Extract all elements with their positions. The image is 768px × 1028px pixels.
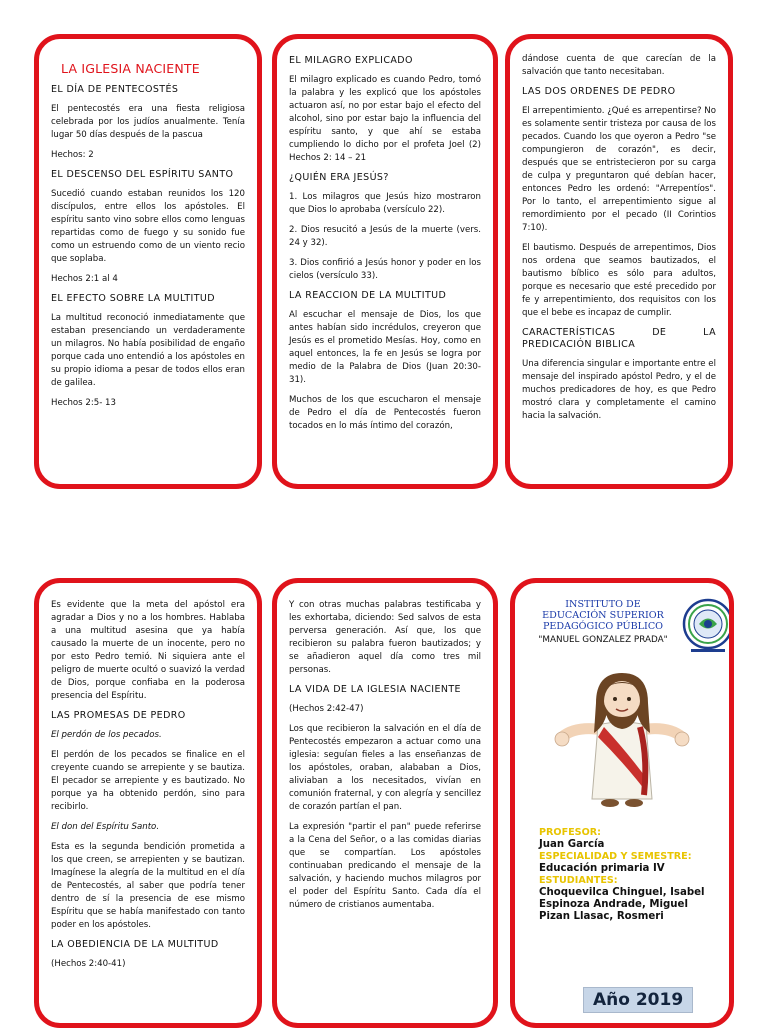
paragraph: Y con otras muchas palabras testificaba y les exhortaba, diciendo: Sed salvos de esta perversa generación. Así que, los que recibieron su palabra fueron bautizados; y se añadieron aquel día como tres mil personas. <box>289 600 481 675</box>
heading-word: CARACTERÍSTICAS <box>522 327 616 338</box>
profesor-label: PROFESOR: <box>539 827 601 838</box>
heading-efecto: EL EFECTO SOBRE LA MULTITUD <box>51 293 216 304</box>
jesus-illustration <box>525 667 719 817</box>
heading-dos-ordenes: LAS DOS ORDENES DE PEDRO <box>522 86 676 97</box>
paragraph: El bautismo. Después de arrepentimos, Dios nos ordena que seamos bautizados, el bautismo bíblico es sólo para adultos, porque es necesario que esté precedido por fe y arrepentimiento, dos requisitos con los que el bebe es incapaz de cumplir. <box>522 243 716 318</box>
paragraph: El pentecostés era una fiesta religiosa celebrada por los judíos anualmente. Tenía lugar 50 días después de la pascua <box>51 104 245 140</box>
institute-subtitle: "MANUEL GONZALEZ PRADA" <box>538 635 668 645</box>
paragraph: Al escuchar el mensaje de Dios, los que antes habían sido incrédulos, creyeron que Jesús es el prometido Mesías. Hoy, como en aquel entonces, la fe en Jesús se logra por medio de la Palabra de Dios (Juan 20:30-31). <box>289 310 481 385</box>
cover-details <box>539 827 719 923</box>
estudiantes-label: ESTUDIANTES: <box>539 875 618 886</box>
especialidad-value: Educación primaria IV <box>539 863 665 874</box>
heading-promesas: LAS PROMESAS DE PEDRO <box>51 710 186 721</box>
reference: Hechos 2:1 al 4 <box>51 274 118 284</box>
reference: (Hechos 2:40-41) <box>51 959 126 969</box>
panel-iglesia-naciente <box>34 34 262 489</box>
reference: (Hechos 2:42-47) <box>289 704 364 714</box>
panel-ordenes-de-pedro <box>505 34 733 489</box>
paragraph: Los que recibieron la salvación en el día de Pentecostés empezaron a actuar como una iglesia: seguían fieles a las enseñanzas de los apóstoles, oraban, alababan a Dios, aliviaban a los necesitados, vivían en comunión fraternal, y con alegría y sencillez de corazón partían el pan. <box>289 724 481 812</box>
paragraph: Una diferencia singular e importante entre el mensaje del inspirado apóstol Pedro, y el de muchos predicadores de hoy, es que Pedro mostró clara y completamente el camino hacia la salvación. <box>522 359 716 421</box>
heading-quien-era-jesus: ¿QUIÉN ERA JESÚS? <box>289 172 389 183</box>
institute-name: INSTITUTO DE EDUCACIÓN SUPERIOR PEDAGÓGICO PÚBLICO <box>542 599 664 632</box>
jesus-icon <box>552 667 692 817</box>
heading-obediencia: LA OBEDIENCIA DE LA MULTITUD <box>51 939 219 950</box>
paragraph: Muchos de los que escucharon el mensaje de Pedro el día de Pentecostés fueron tocados en lo más íntimo del corazón, <box>289 395 481 431</box>
institute-block <box>533 599 673 646</box>
heading-pentecostes: EL DÍA DE PENTECOSTÉS <box>51 84 179 95</box>
paragraph: Es evidente que la meta del apóstol era agradar a Dios y no a los hombres. Hablaba a una multitud asesina que ya había causado la muerte de un inocente, pero no por esto Pedro temió. Ni siquiera ante el peligro de muerte ocultó o suavizó la verdad de Dios, porque confiaba en la poderosa presencia del Espíritu. <box>51 600 245 701</box>
list-item: 3. Dios confirió a Jesús honor y poder en los cielos (versículo 33). <box>289 258 481 281</box>
paragraph: dándose cuenta de que carecían de la salvación que tanto necesitaban. <box>522 54 716 77</box>
paragraph: El arrepentimiento. ¿Qué es arrepentirse? No es solamente sentir tristeza por causa de los pecados. Cuando los que oyeron a Pedro "se compungieron de corazón", es decir, después que se entristecieron por su carga de culpa y preguntaron qué debían hacer, entonces Pedro les ordenó: "Arrepentíos". Por lo tanto, el arrepentimiento sigue al remordimiento por el pecado (II Corintios 7:10). <box>522 106 716 233</box>
paragraph: Sucedió cuando estaban reunidos los 120 discípulos, entre ellos los apóstoles. El espíritu santo vino sobre ellos como lenguas repartidas como de fuego y su sonido fue como un estruendo como de un viento recio que soplaba. <box>51 189 245 264</box>
paragraph: El perdón de los pecados se finalice en el creyente cuando se arrepiente y se bautiza. El pecador se arrepiente y es bautizado. No porque ya ha obtenido perdón, sino para recibirlo. <box>51 750 245 812</box>
estudiantes-list: Choquevilca Chinguel, Isabel Espinoza Andrade, Miguel Pizan Llasac, Rosmeri <box>539 887 705 922</box>
panel-milagro-explicado <box>272 34 498 489</box>
list-item: 2. Dios resucitó a Jesús de la muerte (vers. 24 y 32). <box>289 225 481 248</box>
heading-milagro: EL MILAGRO EXPLICADO <box>289 55 413 66</box>
paragraph: El milagro explicado es cuando Pedro, tomó la palabra y les explicó que los apóstoles actuaron así, no por estar bajo el efecto del alcohol, sino por estar bajo la influencia del espíritu santo, y que ahí se estaba cumpliendo lo dicho por el profeta Joel (2) Hechos 2: 14 – 21 <box>289 75 481 163</box>
panel-vida-iglesia <box>272 578 498 1028</box>
subheading-don-espiritu: El don del Espíritu Santo. <box>51 822 160 832</box>
heading-word: DE <box>652 327 667 338</box>
panel-cover <box>510 578 734 1028</box>
institute-logo <box>679 597 734 659</box>
heading-word: LA <box>703 327 716 338</box>
heading-predicacion: PREDICACIÓN BIBLICA <box>522 339 636 350</box>
list-item: 1. Los milagros que Jesús hizo mostraron que Dios lo aprobaba (versículo 22). <box>289 192 481 215</box>
institute-header <box>525 599 719 659</box>
especialidad-label: ESPECIALIDAD Y SEMESTRE: <box>539 851 692 862</box>
reference: Hechos 2:5- 13 <box>51 398 116 408</box>
heading-caracteristicas <box>522 327 716 339</box>
paragraph: La expresión "partir el pan" puede referirse a la Cena del Señor, o a las comidas diarias que se compartían. Los apóstoles continuaban predicando el mensaje de la salvación, y haciendo muchos milagros por el poder del Espíritu Santo. Cada día el número de cristianos aumentaba. <box>289 822 481 910</box>
heading-reaccion: LA REACCION DE LA MULTITUD <box>289 290 447 301</box>
panel-promesas-de-pedro <box>34 578 262 1028</box>
paragraph: La multitud reconoció inmediatamente que estaban presenciando un verdaderamente un milagros. No había posibilidad de engaño porque cada uno entendió a los apóstoles en su propio idioma a pesar de todos ellos eran de galilea. <box>51 313 245 388</box>
subheading-perdon: El perdón de los pecados. <box>51 730 162 740</box>
heading-descenso: EL DESCENSO DEL ESPÍRITU SANTO <box>51 169 234 180</box>
paragraph: Esta es la segunda bendición prometida a los que creen, se arrepienten y se bautizan. Imagínese la alegría de la multitud en el día de Pentecostés, al saber que podría tener dentro de sí la presencia de ese mismo Espíritu que se había manifestado con tanto poder en los apóstoles. <box>51 842 245 930</box>
year-badge: Año 2019 <box>583 987 693 1013</box>
reference: Hechos: 2 <box>51 150 94 160</box>
heading-vida-iglesia: LA VIDA DE LA IGLESIA NACIENTE <box>289 684 461 695</box>
profesor-name: Juan García <box>539 839 605 850</box>
institute-seal-icon <box>679 597 734 655</box>
document-title: LA IGLESIA NACIENTE <box>61 61 200 76</box>
